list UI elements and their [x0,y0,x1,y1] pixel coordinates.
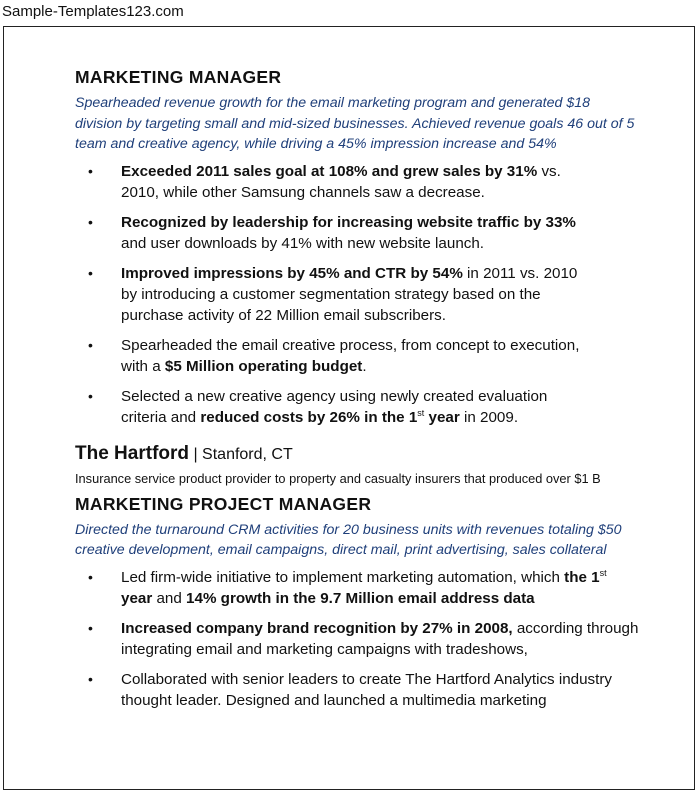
achievement-text: . [362,357,367,375]
achievement-text: in 2009. [459,408,519,426]
achievement-item [75,335,581,377]
achievement-item [75,567,641,609]
bullet-icon: • [88,568,93,585]
job-title-marketing-project-manager: MARKETING PROJECT MANAGER [75,493,372,514]
job-title-marketing-manager: MARKETING MANAGER [75,67,282,87]
summary-line: team and creative agency, while driving a 45% impression increase and 54% [75,136,557,152]
achievement-highlight: reduced costs by 26% in the 1 [200,408,418,426]
bullet-icon: • [88,264,93,281]
achievement-highlight: year [424,408,460,426]
bullet-icon: • [88,336,93,353]
bullet-icon: • [88,162,93,179]
company-description: Insurance service product provider to property and casualty insurers that produced over $1 B [75,470,601,486]
achievement-item [75,161,581,203]
summary-line: Directed the turnaround CRM activities for 20 business units with revenues totaling $50 [75,521,622,538]
resume-content [75,66,687,720]
company-separator: | [189,445,203,463]
achievement-text: in 2011 vs. 2010 by introducing a customer segmentation strategy based on the purchase activity of 22 Million email subscribers. [121,264,578,324]
bullet-icon: • [88,670,93,687]
achievement-highlight: year [121,589,153,607]
bullet-icon: • [88,387,93,404]
summary-line: creative development, email campaigns, direct mail, print advertising, sales collateral [75,542,607,558]
company-heading [75,442,687,467]
bullet-icon: • [88,213,93,230]
achievement-highlight: 14% growth in the 9.7 Million email address data [186,589,535,607]
achievement-text: and user downloads by 41% with new website launch. [121,234,485,252]
summary-line: division by targeting small and mid-sized businesses. Achieved revenue goals 46 out of 5 [75,115,635,132]
achievement-item [75,669,641,711]
achievement-highlight: Improved impressions by 45% and CTR by 54% [121,264,463,282]
achievement-highlight: Exceeded 2011 sales goal at 108% and grew sales by 31% [121,162,538,180]
achievement-list-2 [75,567,687,711]
company-location: Stanford, CT [202,445,293,463]
summary-line: Spearheaded revenue growth for the email marketing program and generated $18 [75,95,591,111]
achievement-item [75,263,581,326]
summary-marketing-manager [75,93,687,155]
achievement-item [75,618,641,660]
watermark: Sample-Templates123.com [2,3,184,20]
achievement-text: Spearheaded the email creative process, from concept to execution, with a [121,336,580,375]
achievement-text: Selected a new creative agency using newly created evaluation criteria and [121,387,548,426]
summary-marketing-project-manager [75,520,687,561]
company-name: The Hartford [75,442,189,464]
achievement-text: vs. 2010, while other Samsung channels saw a decrease. [121,162,561,201]
achievement-item [75,212,581,254]
achievement-highlight: $5 Million operating budget [164,357,363,375]
achievement-text: and [152,589,187,607]
achievement-highlight: the 1 [564,568,600,586]
achievement-item [75,386,581,428]
achievement-highlight: Increased company brand recognition by 27% in 2008, [121,619,513,637]
bullet-icon: • [88,619,93,636]
achievement-highlight: Recognized by leadership for increasing website traffic by 33% [121,213,576,231]
ordinal-suffix: st [417,407,425,418]
achievement-text: Collaborated with senior leaders to create The Hartford Analytics industry thought leader. Designed and launched a multimedia marketing [121,670,613,709]
achievement-text: Led firm-wide initiative to implement marketing automation, which [121,568,565,586]
ordinal-suffix: st [599,567,607,578]
achievement-list-1 [75,161,687,428]
achievement-text: according through integrating email and marketing campaigns with tradeshows, [121,619,639,658]
